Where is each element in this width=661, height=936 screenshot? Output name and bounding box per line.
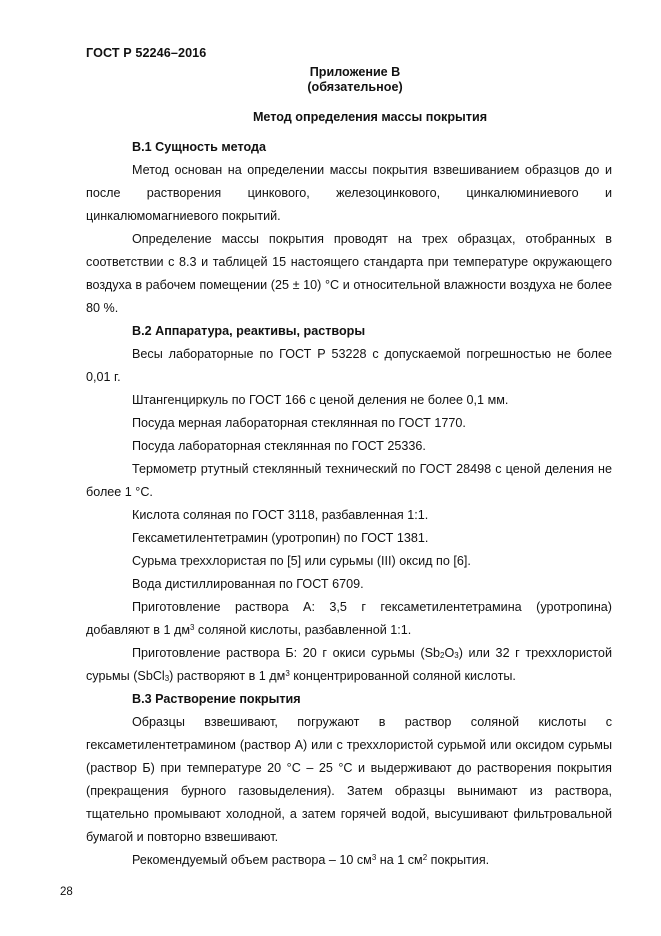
subscript: 2 bbox=[440, 651, 445, 660]
section-heading-b3: В.3 Растворение покрытия bbox=[132, 692, 301, 706]
text-run: Рекомендуемый объем раствора – 10 см bbox=[132, 853, 372, 867]
section-heading-b2: В.2 Аппаратура, реактивы, растворы bbox=[132, 324, 366, 338]
paragraph: Определение массы покрытия проводят на трех образцах, отобранных в соответствии с 8.3 и таблицей 15 настоящего стандарта при температуре окружающего воздуха в рабочем помещении (25 ± 10) °С и относительной влажности воздуха не более 80 %. bbox=[86, 232, 612, 315]
subscript: 3 bbox=[454, 651, 459, 660]
text-run: покрытия. bbox=[427, 853, 490, 867]
paragraph: Образцы взвешивают, погружают в раствор соляной кислоты с гексаметилентетрамином (раствор А) или с треххлористой сурьмой или оксидом сурьмы (раствор Б) при температуре 20 °С – 25 °С и выдерживают до растворения покрытия (прекращения бурного газовыделения). Затем образцы вынимают из раствора, тщательно промывают холодной, а затем горячей водой, высушивают фильтровальной бумагой и повторно взвешивают. bbox=[86, 715, 612, 844]
text-run: на 1 см bbox=[376, 853, 423, 867]
paragraph: Вода дистиллированная по ГОСТ 6709. bbox=[132, 577, 364, 591]
text-run: концентрированной соляной кислоты. bbox=[289, 669, 516, 683]
appendix-title: Приложение В bbox=[309, 65, 401, 79]
paragraph: Гексаметилентетрамин (уротропин) по ГОСТ 1381. bbox=[132, 531, 429, 545]
section-heading-b1: В.1 Сущность метода bbox=[132, 140, 267, 154]
paragraph-solution-b bbox=[86, 642, 612, 688]
superscript: 3 bbox=[371, 853, 377, 862]
text-run: соляной кислоты, разбавленной 1:1. bbox=[194, 623, 412, 637]
paragraph: Весы лабораторные по ГОСТ Р 53228 с допускаемой погрешностью не более 0,01 г. bbox=[86, 347, 612, 384]
document-body bbox=[86, 136, 612, 872]
superscript: 3 bbox=[285, 669, 290, 678]
text-run: ) или 32 г треххлористой сурьмы (SbCl bbox=[86, 646, 612, 683]
paragraph-solution-a bbox=[86, 596, 612, 642]
paragraph: Метод основан на определении массы покрытия взвешиванием образцов до и после растворения цинкового, железоцинкового, цинкалюминиевого и цинкалюмомагниевого покрытий. bbox=[86, 163, 612, 223]
method-title: Метод определения массы покрытия bbox=[252, 110, 488, 124]
paragraph: Кислота соляная по ГОСТ 3118, разбавленная 1:1. bbox=[132, 508, 429, 522]
paragraph: Посуда лабораторная стеклянная по ГОСТ 25336. bbox=[132, 439, 426, 453]
paragraph: Термометр ртутный стеклянный технический по ГОСТ 28498 с ценой деления не более 1 °С. bbox=[86, 462, 612, 499]
appendix-type: (обязательное) bbox=[307, 80, 403, 94]
superscript: 3 bbox=[189, 623, 195, 632]
paragraph: Сурьма треххлористая по [5] или сурьмы (III) оксид по [6]. bbox=[132, 554, 471, 568]
text-run: Приготовление раствора А: 3,5 г гексаметилентетрамина (уротропина) добавляют в 1 дм bbox=[86, 600, 612, 637]
text-run: Приготовление раствора Б: 20 г окиси сурьмы (Sb bbox=[132, 646, 441, 660]
paragraph: Посуда мерная лабораторная стеклянная по ГОСТ 1770. bbox=[132, 416, 466, 430]
paragraph: Штангенциркуль по ГОСТ 166 с ценой деления не более 0,1 мм. bbox=[132, 393, 509, 407]
superscript: 2 bbox=[422, 853, 428, 862]
subscript: 3 bbox=[164, 674, 170, 683]
text-run: O bbox=[444, 646, 455, 660]
page-number: 28 bbox=[60, 886, 73, 898]
appendix-heading bbox=[200, 65, 510, 95]
paragraph-volume bbox=[86, 849, 612, 872]
standard-code: ГОСТ Р 52246–2016 bbox=[86, 46, 207, 60]
text-run: ) растворяют в 1 дм bbox=[169, 669, 286, 683]
